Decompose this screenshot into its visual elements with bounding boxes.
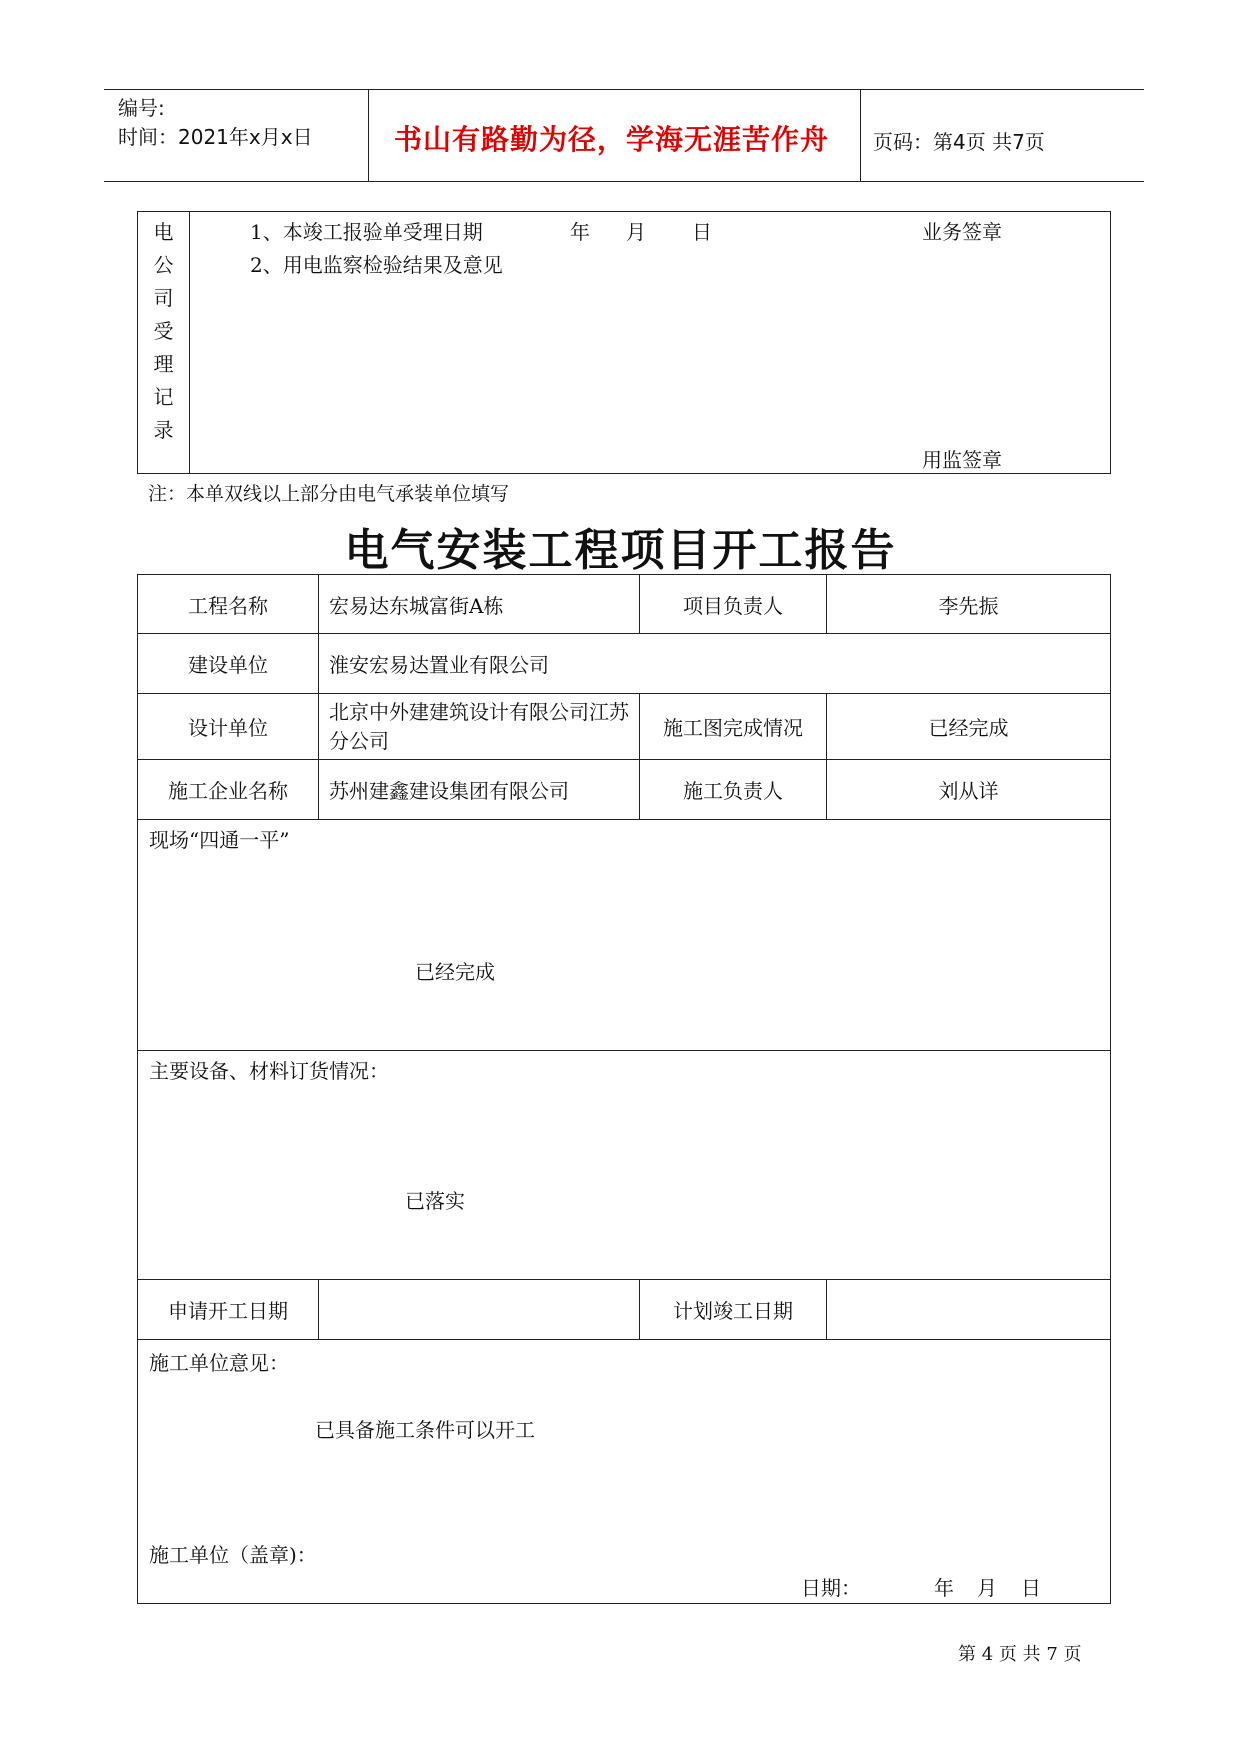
opinion-label: 施工单位意见： xyxy=(149,1351,289,1375)
header-bottom-rule xyxy=(104,181,1144,182)
acceptance-line-1: 1、本竣工报验单受理日期 xyxy=(250,220,483,244)
builder-label: 建设单位 xyxy=(138,634,319,694)
apply-date-value xyxy=(319,1280,640,1340)
contractor-value: 苏州建鑫建设集团有限公司 xyxy=(319,760,640,820)
contractor-label: 施工企业名称 xyxy=(138,760,319,820)
serial-number-label: 编号: xyxy=(118,96,165,120)
time-label: 时间：2021年x月x日 xyxy=(118,125,313,149)
acceptance-date-year: 年 xyxy=(570,220,590,244)
planned-finish-value xyxy=(827,1280,1111,1340)
apply-date-label: 申请开工日期 xyxy=(138,1280,319,1340)
header-divider-left xyxy=(368,89,369,181)
start-report-table xyxy=(137,574,1111,1604)
site-value: 已经完成 xyxy=(415,960,495,984)
construction-manager-label: 施工负责人 xyxy=(640,760,827,820)
opinion-value: 已具备施工条件可以开工 xyxy=(315,1418,535,1442)
side-label-char: 受 xyxy=(153,319,174,343)
page-info: 页码：第4页 共7页 xyxy=(873,130,1045,154)
page-footer: 第 4 页 共 7 页 xyxy=(958,1644,1082,1665)
acceptance-date-day: 日 xyxy=(692,220,712,244)
drawing-status-value: 已经完成 xyxy=(827,694,1111,760)
form-note: 注：本单双线以上部分由电气承装单位填写 xyxy=(148,483,510,505)
date-label: 日期： xyxy=(801,1576,861,1600)
row-project xyxy=(138,575,1111,634)
designer-label: 设计单位 xyxy=(138,694,319,760)
header-divider-right xyxy=(860,89,861,181)
acceptance-line-2: 2、用电监察检验结果及意见 xyxy=(250,253,503,277)
date-year: 年 xyxy=(934,1576,954,1600)
row-site xyxy=(138,820,1111,1051)
project-manager-label: 项目负责人 xyxy=(640,575,827,634)
materials-label: 主要设备、材料订货情况： xyxy=(149,1059,389,1083)
side-label-char: 电 xyxy=(153,220,174,244)
project-manager-value: 李先振 xyxy=(827,575,1111,634)
row-contractor xyxy=(138,760,1111,820)
site-cell xyxy=(138,820,1111,1051)
side-label-char: 司 xyxy=(153,286,174,310)
materials-cell xyxy=(138,1051,1111,1280)
side-label-char: 录 xyxy=(153,418,174,442)
date-day: 日 xyxy=(1021,1576,1041,1600)
stamp-label: 施工单位（盖章)： xyxy=(149,1543,317,1567)
planned-finish-label: 计划竣工日期 xyxy=(640,1280,827,1340)
construction-manager-value: 刘从详 xyxy=(827,760,1111,820)
acceptance-content xyxy=(190,212,1111,474)
acceptance-date-month: 月 xyxy=(626,220,646,244)
drawing-status-label: 施工图完成情况 xyxy=(640,694,827,760)
materials-value: 已落实 xyxy=(405,1189,465,1213)
row-materials xyxy=(138,1051,1111,1280)
builder-value: 淮安宏易达置业有限公司 xyxy=(319,634,1111,694)
business-seal-label: 业务签章 xyxy=(922,220,1002,244)
side-label-char: 公 xyxy=(153,253,174,277)
side-label-chars xyxy=(138,212,189,447)
date-month: 月 xyxy=(977,1576,997,1600)
row-designer xyxy=(138,694,1111,760)
row-builder xyxy=(138,634,1111,694)
side-label-char: 理 xyxy=(153,352,174,376)
acceptance-record-table xyxy=(137,211,1111,474)
header-top-rule xyxy=(104,89,1144,90)
row-opinion xyxy=(138,1340,1111,1604)
side-label-char: 记 xyxy=(153,385,174,409)
project-name-value: 宏易达东城富街A栋 xyxy=(319,575,640,634)
document-title: 电气安装工程项目开工报告 xyxy=(344,525,897,576)
header-motto: 书山有路勤为径，学海无涯苦作舟 xyxy=(394,123,830,156)
acceptance-side-label xyxy=(138,212,190,474)
designer-value: 北京中外建建筑设计有限公司江苏分公司 xyxy=(319,694,640,760)
project-name-label: 工程名称 xyxy=(138,575,319,634)
row-dates xyxy=(138,1280,1111,1340)
site-label: 现场“四通一平” xyxy=(149,828,290,852)
opinion-cell xyxy=(138,1340,1111,1604)
inspection-seal-label: 用监签章 xyxy=(922,448,1002,472)
